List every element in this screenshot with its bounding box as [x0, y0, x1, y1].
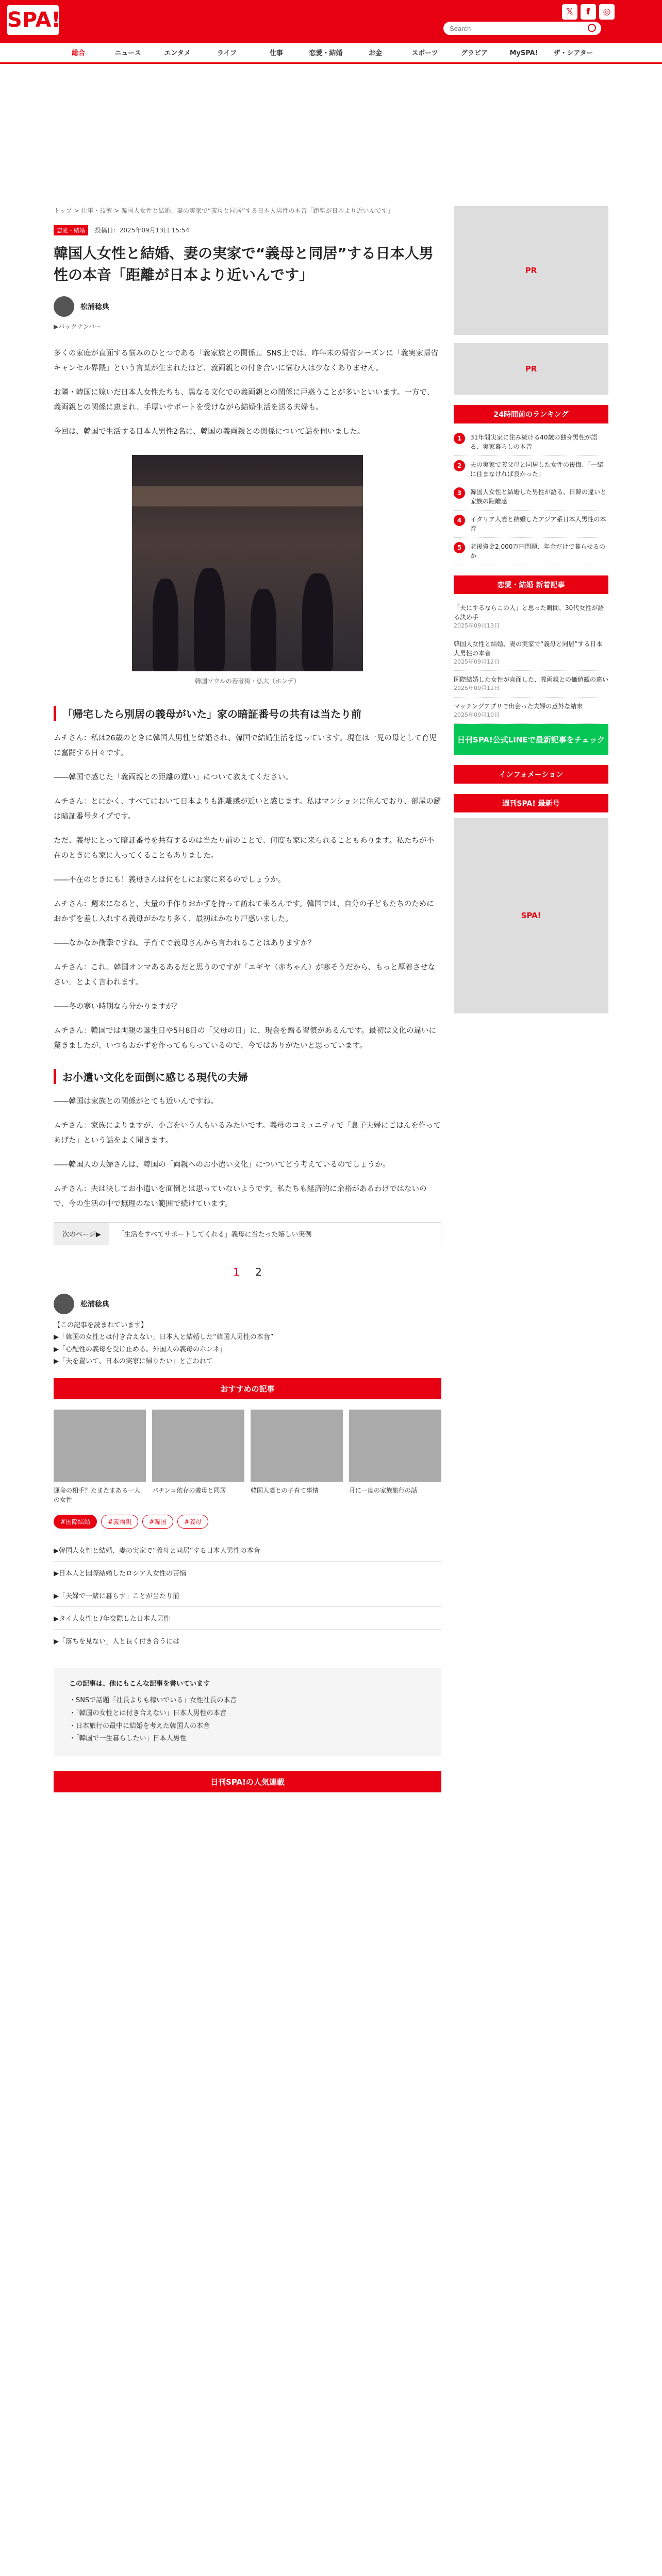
nav-item[interactable]: スポーツ: [411, 49, 438, 57]
side-article-date: 2025年09月13日: [454, 622, 500, 629]
related-link[interactable]: ▶「心配性の義母を受け止める。外国人の義母のホンネ」: [54, 1345, 226, 1353]
recommend-header: おすすめの記事: [54, 1378, 441, 1399]
info-header: インフォメーション: [454, 765, 608, 784]
author-block[interactable]: [54, 296, 441, 317]
rank-number: 3: [454, 487, 465, 499]
site-header: [0, 0, 662, 43]
post-date: 投稿日：2025年09月13日 15:54: [94, 227, 190, 234]
site-logo[interactable]: SPA!: [7, 5, 59, 35]
list-link[interactable]: ▶「夫婦で一緒に暮らす」ことが当たり前: [54, 1584, 441, 1607]
paragraph: ムチさん：夫は決してお小遣いを面倒とは思っていないようです。私たちも経済的に余裕があるわけではないので、今の生活の中で無理のない範囲で続けています。: [54, 1185, 427, 1208]
ranking-item[interactable]: [454, 429, 608, 456]
article-main: [54, 206, 441, 1803]
ranking-item[interactable]: [454, 538, 608, 565]
card-title: パチンコ依存の義母と同居: [152, 1486, 226, 1494]
manga-banner[interactable]: PR: [454, 343, 608, 395]
popular-series-header: 日刊SPA!の人気連載: [54, 1771, 441, 1792]
nav-item[interactable]: ザ・シアター: [553, 49, 593, 57]
rank-number: 1: [454, 433, 465, 444]
paragraph: 多くの家庭が直面する悩みのひとつである「義家族との関係」。SNS上では、昨年末の帰省シーズンに「義実家帰省キャンセル界隈」という言葉が生まれたほど、義両親との付き合いに悩む人は少なくありません。: [54, 349, 438, 372]
nav-item[interactable]: エンタメ: [164, 49, 191, 57]
side-article[interactable]: [454, 698, 608, 724]
author-other-articles: [54, 1668, 441, 1756]
main-nav: [0, 43, 662, 64]
side-article-title: マッチングアプリで出会った夫婦の意外な結末: [454, 702, 583, 710]
keyword-tag[interactable]: #義両親: [101, 1515, 138, 1529]
sidebar: [454, 206, 608, 1022]
page-2[interactable]: 2: [255, 1266, 262, 1278]
search-input[interactable]: [443, 22, 601, 35]
list-link[interactable]: ▶タイ人女性と7年交際した日本人男性: [54, 1607, 441, 1630]
paragraph: ムチさん：韓国では両親の誕生日や5月8日の「父母の日」に、現金を贈る習慣があるんです。最初は文化の違いに驚きましたが、いつもおかずを作ってもらっているので、今ではありがたいと思っています。: [54, 1027, 436, 1050]
page-1[interactable]: 1: [233, 1266, 240, 1278]
instagram-icon[interactable]: ◎: [599, 4, 615, 20]
side-article[interactable]: [454, 599, 608, 635]
weekly-cover[interactable]: SPA!: [454, 818, 608, 1013]
rank-title: 老後資金2,000万円問題、年金だけで暮らせるのか: [470, 543, 605, 560]
twitter-icon[interactable]: 𝕏: [562, 4, 577, 20]
side-article[interactable]: [454, 671, 608, 698]
paragraph: ムチさん：週末になると、大量の手作りおかずを持って訪ねて来るんです。韓国では、自分の子どもたちのためにおかずを差し入れする義母がかなり多く、最初はかなり戸惑いました。: [54, 900, 434, 923]
paragraph: ――韓国は家族との関係がとても近いんですね。: [54, 1097, 218, 1106]
facebook-icon[interactable]: f: [581, 4, 596, 20]
nav-item[interactable]: MySPA!: [509, 49, 538, 57]
nav-item[interactable]: グラビア: [460, 49, 488, 57]
card-thumbnail: [349, 1410, 441, 1482]
paragraph: ムチさん：これ、韓国オンマあるあるだと思うのですが「エギヤ（赤ちゃん）が寒そうだから、もっと厚着させなさい」とよく言われます。: [54, 963, 436, 987]
nav-item[interactable]: ライフ: [217, 49, 237, 57]
section-heading-2: お小遣い文化を面倒に感じる現代の夫婦: [54, 1069, 441, 1084]
list-link[interactable]: ▶日本人と国際結婚したロシア人女性の苦悩: [54, 1562, 441, 1584]
article-title: 韓国人女性と結婚、妻の実家で“義母と同居”する日本人男性の本音「距離が日本より近いんです」: [54, 245, 434, 283]
author-footer[interactable]: [54, 1294, 441, 1314]
ranking-item[interactable]: [454, 456, 608, 483]
nav-item[interactable]: お金: [368, 49, 382, 57]
nav-item[interactable]: ニュース: [114, 49, 141, 57]
side-article[interactable]: [454, 635, 608, 671]
author-name[interactable]: 松浦稔典: [80, 303, 109, 311]
related-intro: 【この記事を読まれています】: [54, 1321, 148, 1329]
photo-caption: 韓国ソウルの若者街・弘大（ホンデ）: [195, 677, 300, 685]
rank-title: イタリア人妻と結婚したアジア系日本人男性の本音: [470, 516, 606, 532]
section-heading-1: 「帰宅したら別居の義母がいた」家の暗証番号の共有は当たり前: [54, 706, 441, 721]
new-articles-header: 恋愛・結婚 新着記事: [454, 575, 608, 594]
next-title: 「生活をすべてサポートしてくれる」義母に当たった嬉しい実例: [117, 1231, 312, 1239]
paragraph: ――なかなか衝撃ですね。子育てで義母さんから言われることはありますか？: [54, 939, 316, 947]
box-title: この記事は、他にもこんな記事を書いています: [69, 1680, 210, 1688]
ad-banner[interactable]: PR: [454, 206, 608, 335]
side-article-date: 2025年09月10日: [454, 711, 500, 718]
category-tag[interactable]: 恋愛・結婚: [54, 225, 88, 235]
author-name[interactable]: 松浦稔典: [80, 1300, 109, 1309]
paragraph: 今回は、韓国で生活する日本人男性2名に、韓国の義両親との関係について話を伺いました。: [54, 428, 365, 436]
side-article-date: 2025年09月12日: [454, 658, 500, 665]
nav-item[interactable]: 恋愛・結婚: [309, 49, 343, 57]
paragraph: ムチさん：とにかく、すべてにおいて日本よりも距離感が近いと感じます。私はマンションに住んでおり、部屋の鍵は暗証番号タイプです。: [54, 798, 441, 821]
side-article-title: 国際結婚した女性が直面した、義両親との価値観の違い: [454, 676, 609, 683]
ranking-header: 24時間前のランキング: [454, 405, 608, 423]
keyword-tag[interactable]: #国際結婚: [54, 1515, 97, 1529]
card-title: 運命の相手？たまたまある一人の女性: [54, 1486, 141, 1503]
card-title: 月に一度の家族旅行の話: [349, 1486, 418, 1494]
box-item[interactable]: ・SNSで話題「社長よりも稼いでいる」女性社長の本音: [69, 1697, 237, 1705]
side-article-date: 2025年09月11日: [454, 685, 500, 691]
paragraph: ――韓国人の夫婦さんは、韓国の「両親へのお小遣い文化」についてどう考えているのでしょうか。: [54, 1161, 390, 1169]
recommend-card[interactable]: [251, 1410, 343, 1504]
card-thumbnail: [152, 1410, 244, 1482]
next-page-link[interactable]: [54, 1222, 441, 1245]
paragraph: ――冬の寒い時期なら分かりますが？: [54, 1003, 181, 1011]
backnumber-link[interactable]: ▶バックナンバー: [54, 323, 101, 330]
nav-item[interactable]: 仕事: [269, 49, 283, 57]
rank-number: 2: [454, 460, 465, 471]
rank-number: 4: [454, 515, 465, 526]
nav-item[interactable]: 総合: [71, 49, 85, 57]
keyword-tag[interactable]: #韓国: [142, 1515, 173, 1529]
keyword-tag[interactable]: #義母: [177, 1515, 208, 1529]
recommend-card[interactable]: [152, 1410, 244, 1504]
rank-number: 5: [454, 542, 465, 553]
avatar: [54, 1294, 74, 1314]
recommend-card[interactable]: [54, 1410, 146, 1504]
search-icon[interactable]: [588, 24, 596, 32]
weekly-header: 週刊SPA! 最新号: [454, 794, 608, 812]
paragraph: ムチさん：私は26歳のときに韓国人男性と結婚され、韓国で結婚生活を送っています。現在は一児の母として育児に奮闘する日々です。: [54, 734, 437, 757]
street-photo: [132, 455, 363, 671]
pagination: [54, 1266, 441, 1278]
paragraph: ただ、義母にとって暗証番号を共有するのは当たり前のことで、何度も家に来られることもあります。私たちが不在のときにも家に入ってくることもありました。: [54, 837, 434, 860]
rank-title: 韓国人女性と結婚した男性が語る、日韓の違いと家族の距離感: [470, 488, 607, 505]
paragraph: ――韓国で感じた「義両親との距離の違い」について教えてください。: [54, 773, 293, 782]
related-link[interactable]: ▶「夫を置いて、日本の実家に帰りたい」と言われて: [54, 1358, 213, 1366]
card-thumbnail: [54, 1410, 146, 1482]
paragraph: ――不在のときにも！義母さんは何をしにお家に来るのでしょうか。: [54, 876, 286, 884]
card-title: 韓国人妻との子育て事情: [251, 1486, 319, 1494]
ranking-item[interactable]: [454, 483, 608, 511]
card-thumbnail: [251, 1410, 343, 1482]
side-article-title: 韓国人女性と結婚、妻の実家で“義母と同居”する日本人男性の本音: [454, 640, 603, 657]
line-banner[interactable]: 日刊SPA!公式LINEで最新記事をチェック: [454, 724, 608, 755]
recommend-card[interactable]: [349, 1410, 441, 1504]
box-item[interactable]: ・「韓国で一生暮らしたい」日本人男性: [69, 1735, 187, 1743]
box-item[interactable]: ・日本旅行の最中に結婚を考えた韓国人の本音: [69, 1722, 210, 1730]
breadcrumb[interactable]: トップ > 仕事・技術 > 韓国人女性と結婚、妻の実家で“義母と同居”する日本人男性の本音「距離が日本より近いんです」: [54, 207, 394, 214]
avatar: [54, 296, 74, 317]
box-item[interactable]: ・「韓国の女性とは付き合えない」日本人男性の本音: [69, 1709, 227, 1717]
side-article-title: 「夫にするならこの人」と思った瞬間、30代女性が語る決め手: [454, 604, 604, 621]
rank-title: 31年間実家に住み続ける40歳の独身男性が語る、実家暮らしの本音: [470, 434, 598, 450]
ranking-item[interactable]: [454, 511, 608, 538]
next-label: 次のページ▶: [54, 1223, 109, 1245]
list-link[interactable]: ▶「落ちを見ない」人と長く付き合うには: [54, 1630, 441, 1652]
paragraph: ムチさん：家族によりますが、小言をいう人もいるみたいです。義母のコミュニティで「息子夫婦にごはんを作ってあげた」という話をよく聞きます。: [54, 1122, 441, 1145]
paragraph: お隣・韓国に嫁いだ日本人女性たちも、異なる文化での義両親との関係に戸惑うことが多いといいます。一方で、義両親との関係に恵まれ、手厚いサポートを受けながら結婚生活を送る夫婦も。: [54, 388, 435, 412]
list-link[interactable]: ▶韓国人女性と結婚、妻の実家で“義母と同居”する日本人男性の本音: [54, 1539, 441, 1562]
related-link[interactable]: ▶「韓国の女性とは付き合えない」日本人と結婚した“韓国人男性の本音”: [54, 1333, 274, 1342]
related-list: [54, 1319, 441, 1368]
rank-title: 夫の実家で義父母と同居した女性の後悔、「一緒に住まなければ良かった」: [470, 461, 604, 478]
